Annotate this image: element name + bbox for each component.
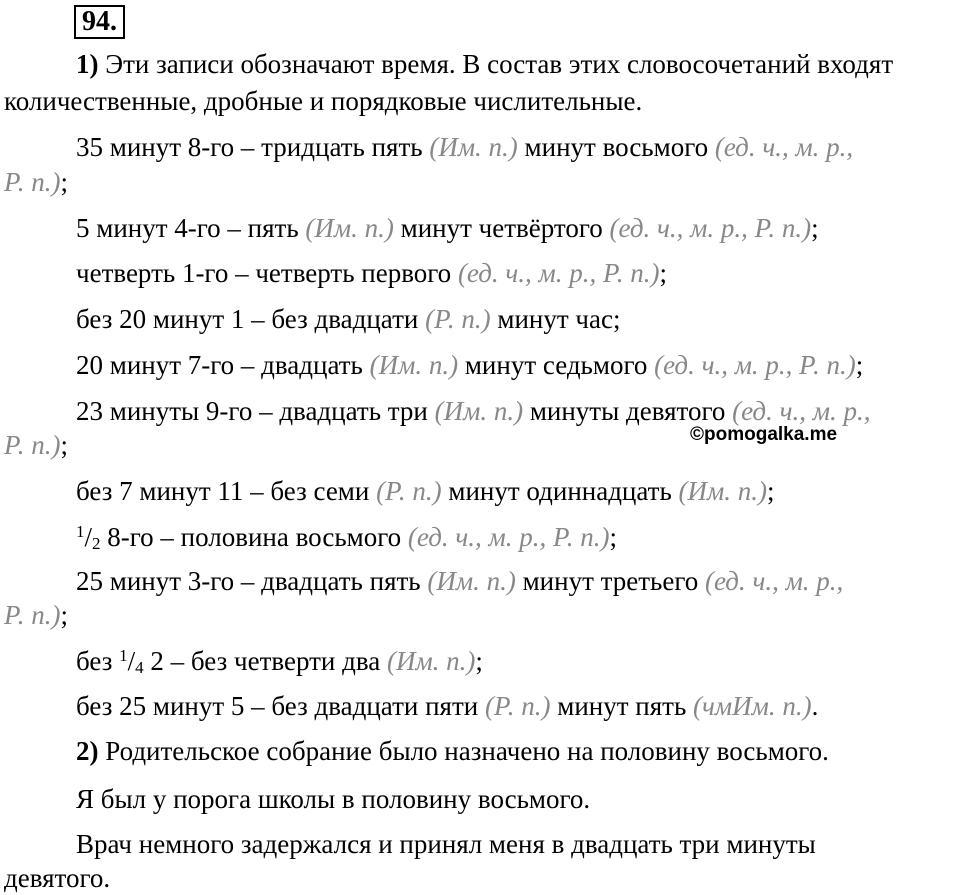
item-7-text-a: без 7 минут 11 – без семи: [76, 476, 377, 506]
item-3-note-1: (ед. ч., м. р., Р. п.): [457, 258, 660, 288]
item-11: [76, 689, 818, 723]
item-2-text-b: минут четвёртого: [393, 213, 610, 243]
p1-text1: Эти записи обозначают время. В состав этих словосочетаний входят: [98, 49, 894, 79]
item-10-prefix: без: [76, 646, 120, 676]
item-3-end: ;: [659, 258, 668, 288]
item-6-note-1: (Им. п.): [434, 396, 524, 426]
item-9-note-1: (Им. п.): [427, 566, 516, 596]
item-2: [76, 211, 819, 245]
item-9-note-2: (ед. ч., м. р.,: [704, 566, 844, 596]
item-6: [76, 394, 870, 428]
item-9-note-3: Р. п.): [4, 600, 61, 630]
item-6-end: ;: [60, 430, 69, 460]
item-11-note-1: (Р. п.): [484, 691, 551, 721]
fraction-numerator: 1: [119, 646, 128, 665]
item-9: [76, 564, 843, 598]
item-10-text-a: 2 – без четверти два: [143, 646, 387, 676]
item-8-text-a: 8-го – половина восьмого: [100, 522, 408, 552]
p1-line1: [76, 47, 893, 81]
item-6-text-b: минуты девятого: [523, 396, 733, 426]
p2-sentence-2: Я был у порога школы в половину восьмого.: [76, 784, 591, 814]
item-9-text-a: 25 минут 3-го – двадцать пять: [76, 566, 428, 596]
item-11-end: .: [811, 691, 819, 721]
p2-sentence-3b: девятого.: [4, 863, 111, 893]
item-5-text-b: минут седьмого: [458, 350, 655, 380]
p2-line1: [76, 734, 829, 768]
p1-marker: 1): [76, 49, 99, 79]
item-11-text-b: минут пять: [550, 691, 694, 721]
item-2-text-a: 5 минут 4-го – пять: [76, 213, 306, 243]
item-6-note-2: (ед. ч., м. р.,: [732, 396, 871, 426]
item-8: $^1/_2$ 8-го – половина восьмого (ед. ч., м. р., Р. п.);: [76, 522, 618, 553]
item-8-note-1: (ед. ч., м. р., Р. п.): [407, 522, 610, 552]
item-1-note-3: Р. п.): [4, 167, 61, 197]
item-2-note-1: (Им. п.): [305, 213, 394, 243]
p2-sentence-1: Родительское собрание было назначено на половину восьмого.: [98, 736, 829, 766]
fraction-numerator: 1: [76, 522, 85, 541]
item-9-text-b: минут третьего: [515, 566, 705, 596]
item-9-cont: [4, 598, 68, 632]
item-10-end: ;: [475, 646, 483, 676]
p2-marker: 2): [76, 736, 99, 766]
item-1-note-2: (ед. ч., м. р.,: [714, 132, 854, 162]
item-6-cont: [4, 428, 68, 462]
item-11-note-2: (чмИм. п.): [693, 691, 812, 721]
item-5-note-1: (Им. п.): [369, 350, 459, 380]
item-2-note-2: (ед. ч., м. р., Р. п.): [609, 213, 812, 243]
item-8-end: ;: [609, 522, 618, 552]
item-7-end: ;: [767, 476, 775, 506]
exercise-number: 94.: [74, 5, 125, 39]
item-2-end: ;: [811, 213, 819, 243]
fraction-denominator: 2: [92, 534, 101, 553]
fraction-denominator: 4: [135, 658, 144, 677]
item-6-text-a: 23 минуты 9-го – двадцать три: [76, 396, 435, 426]
item-7-text-b: минут одиннадцать: [441, 476, 679, 506]
watermark: ©pomogalka.me: [690, 424, 838, 445]
item-4-text-a: без 20 минут 1 – без двадцати: [76, 304, 426, 334]
item-4-note-1: (Р. п.): [425, 304, 491, 334]
item-7-note-2: (Им. п.): [678, 476, 768, 506]
item-5: [76, 348, 863, 382]
item-11-text-a: без 25 минут 5 – без двадцати пяти: [76, 691, 485, 721]
item-1-text-a: 35 минут 8-го – тридцать пять: [76, 132, 430, 162]
item-7: [76, 474, 775, 508]
item-3: [76, 256, 667, 290]
item-1-end: ;: [60, 167, 69, 197]
item-4: [76, 302, 620, 336]
item-5-end: ;: [855, 350, 864, 380]
item-3-text-a: четверть 1-го – четверть первого: [76, 258, 458, 288]
item-10: без $^1/_4$ 2 – без четверти два (Им. п.);: [76, 646, 483, 677]
p1-line2: количественные, дробные и порядковые числительные.: [4, 86, 643, 116]
item-5-note-2: (ед. ч., м. р., Р. п.): [654, 350, 856, 380]
item-1-cont: [4, 165, 68, 199]
item-1-note-1: (Им. п.): [429, 132, 518, 162]
item-5-text-a: 20 минут 7-го – двадцать: [76, 350, 370, 380]
item-9-end: ;: [60, 600, 69, 630]
item-6-note-3: Р. п.): [4, 430, 61, 460]
item-1: [76, 130, 853, 164]
item-7-note-1: (Р. п.): [376, 476, 442, 506]
p2-sentence-3a: Врач немного задержался и принял меня в двадцать три минуты: [76, 829, 816, 859]
item-4-text-b: минут час;: [490, 304, 621, 334]
item-10-note-1: (Им. п.): [386, 646, 476, 676]
item-1-text-b: минут восьмого: [517, 132, 715, 162]
